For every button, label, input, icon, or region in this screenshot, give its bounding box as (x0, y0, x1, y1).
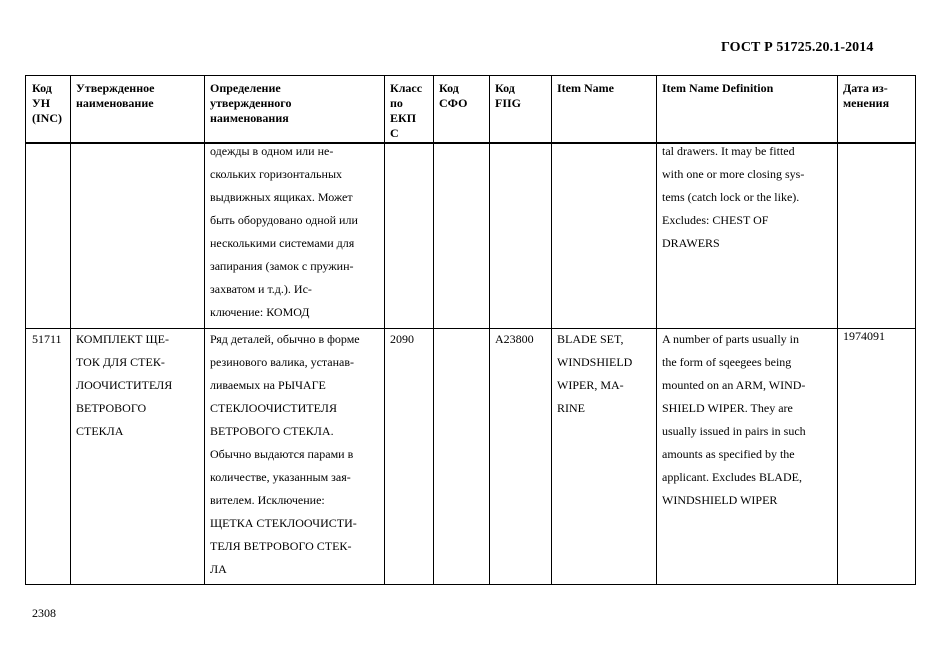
row0-item-definition: tal drawers. It may be fitted with one or more closing sys- tems (catch lock or the like). Excludes: CHEST OF DRAWERS (662, 144, 805, 250)
row1-date: 1974091 (843, 329, 885, 343)
header-approved-name: Утвержденное наименование (76, 81, 155, 110)
row1-fiig: A23800 (495, 332, 534, 346)
column-divider (489, 76, 490, 584)
header-item-name-definition: Item Name Definition (662, 81, 774, 95)
header-date: Дата из- менения (843, 81, 890, 110)
row1-approved-name: КОМПЛЕКТ ЩЕ- ТОК ДЛЯ СТЕК- ЛООЧИСТИТЕЛЯ ВЕТРОВОГО СТЕКЛА (76, 332, 173, 438)
column-divider (433, 76, 434, 584)
header-inc: Код УН (INC) (32, 81, 62, 125)
header-class-ekps: Класс по ЕКП С (390, 81, 423, 140)
page-number: 2308 (32, 606, 56, 620)
column-divider (656, 76, 657, 584)
row1-item-definition: A number of parts usually in the form of sqeegees being mounted on an ARM, WIND- SHIELD WIPER. They are usually issued in pairs in such amounts as specified by the applicant. Excludes BLADE, WINDSHIELD WIPER (662, 332, 806, 507)
row1-inc: 51711 (32, 332, 62, 346)
column-divider (551, 76, 552, 584)
row1-item-name: BLADE SET, WINDSHIELD WIPER, MA- RINE (557, 332, 633, 415)
row1-definition: Ряд деталей, обычно в форме резинового валика, устанав- ливаемых на РЫЧАГЕ СТЕКЛООЧИСТИТЕЛЯ ВЕТРОВОГО СТЕКЛА. Обычно выдаются парами в количестве, указанным зая- вителем. Исключение: ЩЕТКА СТЕКЛООЧИСТИ- ТЕЛЯ ВЕТРОВОГО СТЕК- ЛА (210, 332, 360, 576)
header-definition: Определение утвержденного наименования (210, 81, 292, 125)
row1-class-ekps: 2090 (390, 332, 414, 346)
column-divider (837, 76, 838, 584)
header-sfo: Код СФО (439, 81, 468, 110)
column-divider (204, 76, 205, 584)
data-table (25, 75, 916, 585)
header-item-name: Item Name (557, 81, 614, 95)
column-divider (384, 76, 385, 584)
column-divider (70, 76, 71, 584)
row0-definition: одежды в одном или не- скольких горизонтальных выдвижных ящиках. Может быть оборудовано одной или несколькими системами для запирания (замок с пружин- захватом и т.д.). Ис- ключение: КОМОД (210, 144, 358, 319)
header-fiig: Код FIIG (495, 81, 522, 110)
document-id: ГОСТ Р 51725.20.1-2014 (721, 40, 874, 55)
